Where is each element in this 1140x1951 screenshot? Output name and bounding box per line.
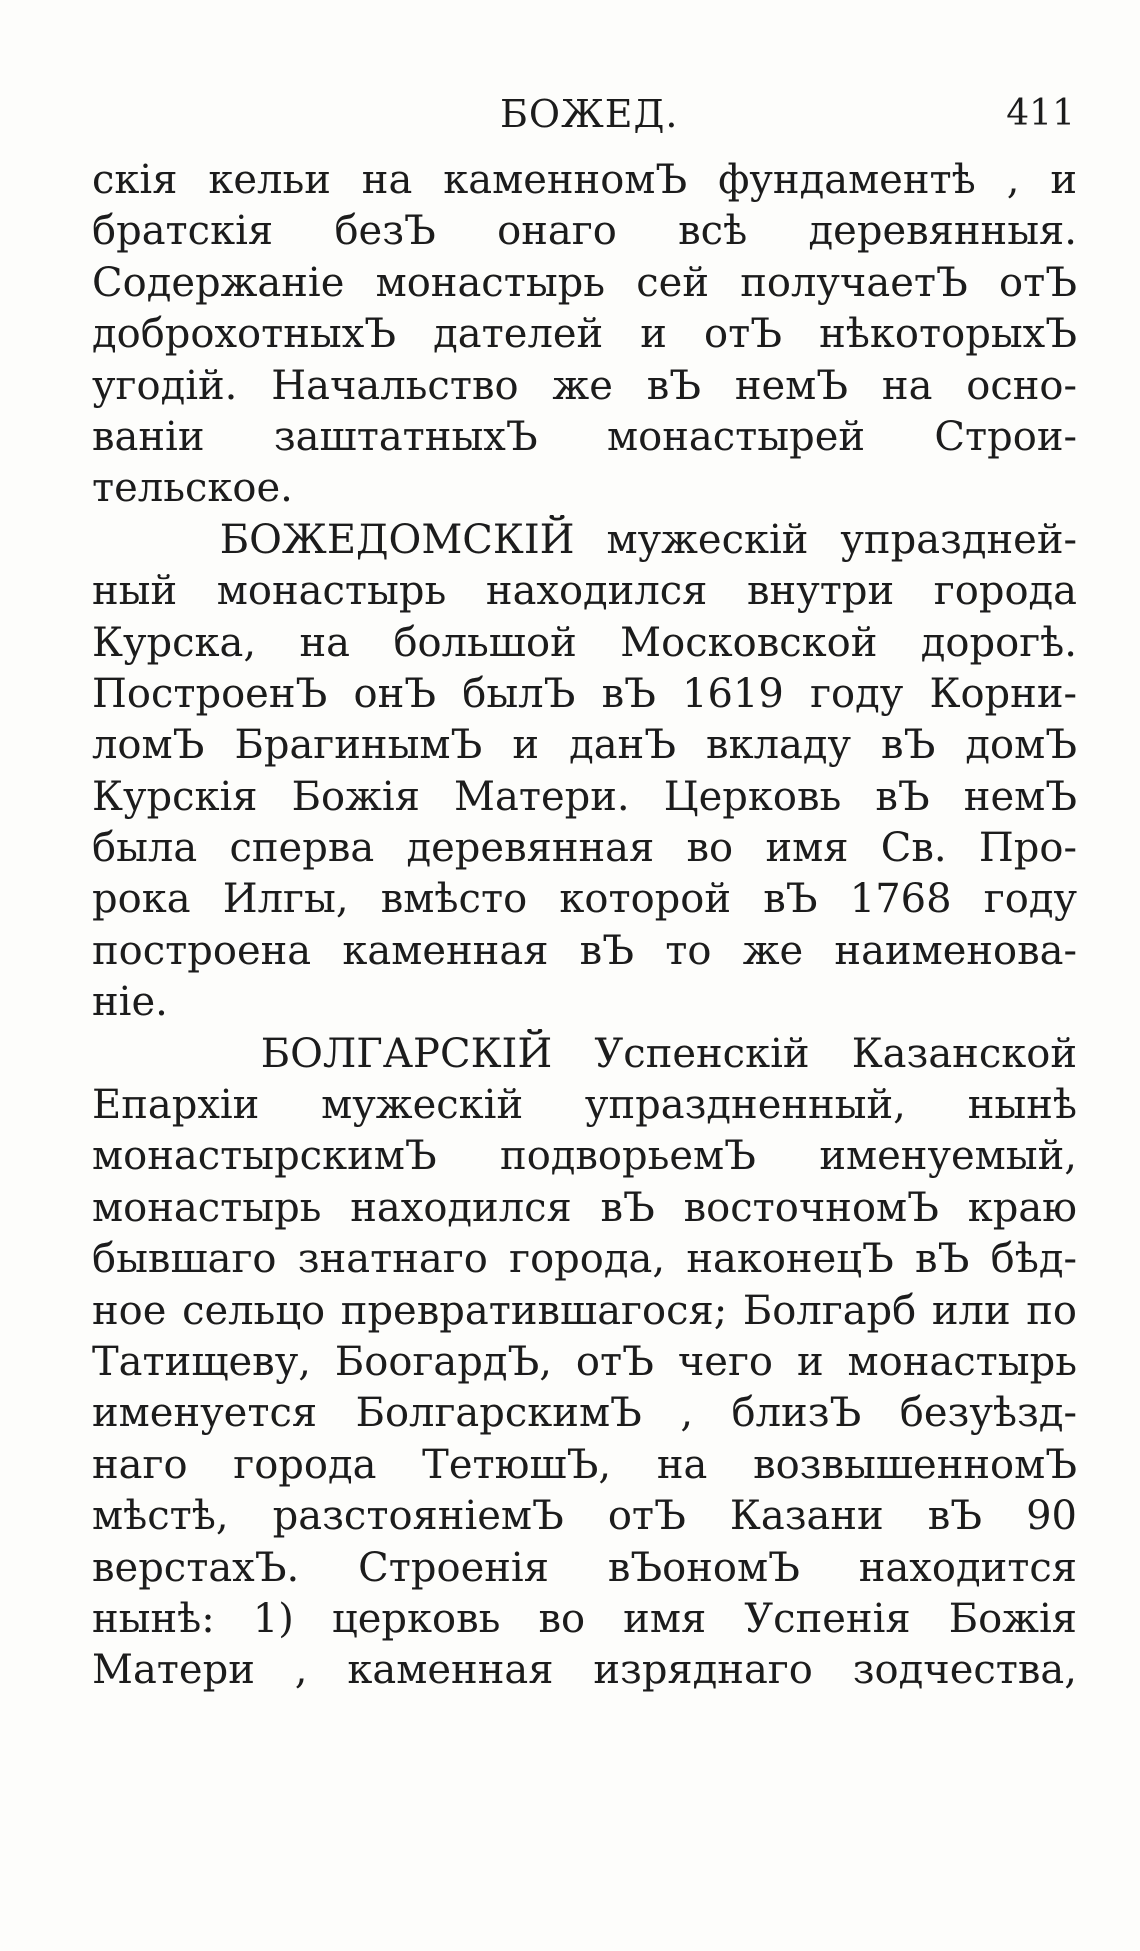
text-line: Епархіи мужескій упраздненный, нынѣ [92,1082,1077,1129]
text-line: ваніи заштатныхЪ монастырей Строи- [92,413,1077,460]
text-line: ное сельцо превратившагося; Болгарб или по [92,1287,1077,1334]
text-line: нынѣ: 1) церковь во имя Успенія Божія [92,1595,1077,1642]
page-number: 411 [1006,93,1075,134]
page-header [95,84,1085,144]
text-line: ПостроенЪ онЪ былЪ вЪ 1619 году Корни- [92,670,1077,717]
text-line: мѣстѣ, разстояніемЪ отЪ Казани вЪ 90 [92,1493,1077,1540]
text-line: была сперва деревянная во имя Св. Про- [92,825,1077,872]
text-line: бывшаго знатнаго города, наконецЪ вЪ бѣд- [92,1236,1077,1283]
text-line: Курскія Божія Матери. Церковь вЪ немЪ [92,773,1077,820]
text-line: построена каменная вЪ то же наименова- [92,927,1077,974]
text-line: братскія безЪ онаго всѣ деревянныя. [92,208,1077,255]
text-line: БОЖЕДОМСКІЙ мужескій упраздней- [92,516,1077,563]
text-line: тельское. [92,465,293,512]
text-line: ніе. [92,979,168,1026]
body-text [92,155,1077,1697]
text-line: БОЛГАРСКІЙ Успенскій Казанской [92,1030,1077,1077]
text-line: монастырь находился вЪ восточномЪ краю [92,1184,1077,1231]
text-line: скія кельи на каменномЪ фундаментѣ , и [92,157,1077,203]
text-line: рока Илгы, вмѣсто которой вЪ 1768 году [92,876,1077,923]
text-line: именуется БолгарскимЪ , близЪ безуѣзд- [92,1390,1077,1437]
text-line: Курска, на большой Московской дорогѣ. [92,619,1077,666]
text-line: Матери , каменная изряднаго зодчества, [92,1647,1077,1694]
text-line: монастырскимЪ подворьемЪ именуемый, [92,1133,1077,1180]
text-line: верстахЪ. Строенія вЪономЪ находится [92,1544,1077,1591]
text-line: ломЪ БрагинымЪ и данЪ вкладу вЪ домЪ [92,722,1077,769]
text-line: доброхотныхЪ дателей и отЪ нѣкоторыхЪ [92,311,1077,358]
text-line: Содержаніе монастырь сей получаетЪ отЪ [92,259,1077,306]
running-head: БОЖЕД. [500,92,679,136]
text-line: угодій. Начальство же вЪ немЪ на осно- [92,362,1077,409]
text-line: Татищеву, БоогардЪ, отЪ чего и монастырь [92,1338,1077,1385]
text-line: ный монастырь находился внутри города [92,568,1077,615]
text-line: наго города ТетюшЪ, на возвышенномЪ [92,1441,1077,1488]
